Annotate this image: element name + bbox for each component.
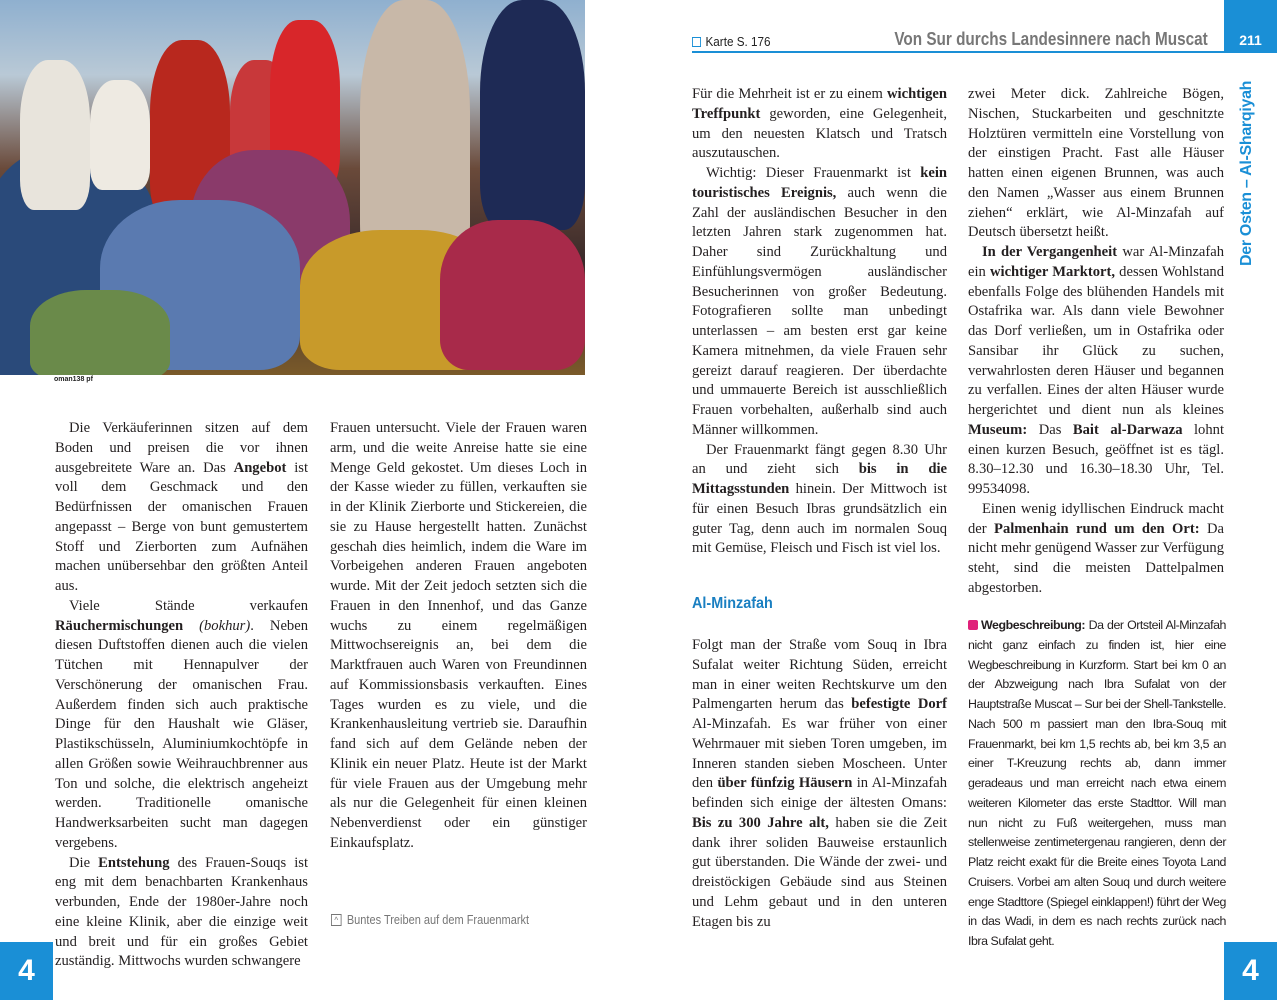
text-run: zwei Meter dick. Zahlreiche Bögen, Nischen, Stuckarbeiten und geschnitzte Holztüren vermitteln eine Vorstellung von der einstigen Pracht. Fast alle Häuser hatten einen eigenen Brunnen, was auch den Namen „Wasser aus einem Brunnen ziehen“ erklärt, wie Al-Minzafah auf Deutsch übersetzt heißt.: [968, 86, 1224, 241]
paragraph: [55, 597, 308, 854]
map-square-icon: [692, 37, 701, 47]
paragraph: [692, 164, 947, 441]
caret-up-icon: ^: [331, 914, 342, 926]
paragraph: [55, 419, 308, 597]
chapter-side-tab: Der Osten – Al-Sharqiyah: [1238, 80, 1255, 266]
text-run: befestigte Dorf: [851, 696, 948, 713]
text-run: wichtigen Treffpunkt: [692, 86, 947, 122]
text-run: auch wenn die Zahl der ausländischen Besucher in den letzten Jahren stark zugenommen hat. Daher sind Zurückhaltung und Einfühlungsvermögen ausländischer Besucherinnen von großer Bedeutung. Fotografieren sollte man unbedingt unterlassen – am besten erst gar keine Kamera mitnehmen, da viele Frauen sehr gereizt darauf reagieren. Der überdachte und ummauerte Bereich ist ausschließlich Frauen vorbehalten, außerhalb sind auch Männer willkommen.: [692, 184, 947, 438]
text-column-left-2: [330, 419, 587, 854]
map-reference-text: Karte S. 176: [705, 34, 771, 49]
text-run: hinein. Der Mittwoch ist für einen Besuch Ibras grundsätzlich ein guter Tag, denn auch im normalen Souq mit Gemüse, Fleisch und Fisch ist viel los.: [692, 481, 947, 557]
text-run: des Frauen-Souqs ist eng mit dem benachbarten Krankenhaus verbunden, Ende der 1980er-Jahre noch eine kleine Klinik, aber die einzige weit und breit und für ein großes Gebiet zuständig. Mittwochs wurden schwangere: [55, 854, 308, 970]
text-run: Räuchermischungen: [55, 617, 184, 634]
text-run: Museum:: [968, 421, 1028, 438]
text-run: Entstehung: [98, 854, 170, 871]
text-run: über fünfzig Häusern: [717, 775, 853, 792]
text-run: Bait al-Darwaza: [1072, 421, 1183, 438]
section-heading: Al-Minzafah: [692, 595, 773, 612]
header-divider: [692, 51, 1224, 53]
text-run: Der Frauenmarkt fängt gegen 8.30 Uhr an und zieht sich: [692, 441, 947, 478]
map-reference: [692, 34, 771, 49]
text-run: Einen wenig idyllischen Eindruck macht der: [968, 500, 1224, 537]
paragraph: [55, 854, 308, 973]
text-run: Frauen untersucht. Viele der Frauen waren arm, und die weite Anreise hatte sie eine Menge Geld gekostet. Um dieses Loch in der Kasse wieder zu füllen, verkauften sie in der Klinik Zierborte und Stickereien, die sie zu Hause hergestellt hatten. Zunächst geschah dies heimlich, indem die Ware im Vorbeigehen anderen Frauen angeboten wurde. Mit der Zeit jedoch setzten sich die Frauen in den Innenhof, und das Ganze wuchs zu einem regelmäßigen Mittwochsereignis an, bei dem die Marktfrauen auch Waren von Freundinnen auf Kommissionsbasis verkauften. Eines Tages wurden es zu viele, und die Krankenhausleitung vertrieb sie. Daraufhin fand sich auf dem Gelände neben der Klinik ein neuer Platz. Heute ist der Markt für viele Frauen aus der Umgebung mehr als nur die Gelegenheit für einen kleinen Nebenverdienst oder ein günstiger Einkaufsplatz.: [330, 420, 587, 851]
text-column-left-1: [55, 419, 308, 972]
chapter-number-right: 4: [1224, 942, 1277, 1000]
paragraph: [968, 500, 1224, 599]
text-run: geworden, eine Gelegenheit, um den neuesten Klatsch und Tratsch auszutauschen.: [692, 105, 947, 162]
text-run: Das: [1027, 421, 1073, 438]
bullet-marker-icon: [968, 620, 978, 630]
text-run: Wichtig: Dieser Frauenmarkt ist: [706, 165, 921, 181]
chapter-number-left: 4: [0, 942, 53, 1000]
text-run: wichtiger Marktort,: [989, 263, 1116, 280]
text-run: Al-Minzafah. Es war früher von einer Wehrmauer mit sieben Toren umgeben, im Inneren standen sieben Moscheen. Unter den: [692, 716, 947, 792]
text-run: bis in die Mittagsstunden: [692, 461, 947, 497]
running-title: Von Sur durchs Landesinnere nach Muscat: [894, 29, 1208, 49]
text-run: Palmenhain rund um den Ort:: [994, 520, 1200, 537]
text-run: Viele Stände verkaufen: [69, 597, 308, 614]
paragraph: [692, 85, 947, 164]
paragraph: [968, 243, 1224, 500]
infobox-label: Wegbeschreibung:: [981, 618, 1086, 632]
text-run: Die Verkäuferinnen sitzen auf dem Boden und preisen die vor ihnen ausgebreitete Ware an. Das: [55, 420, 308, 476]
directions-infobox: [968, 616, 1226, 952]
photo-credit: oman138 pf: [54, 376, 93, 383]
paragraph: [692, 636, 947, 932]
text-run: haben sie die Zeit dank ihrer soliden Bauweise erstaunlich gut überstanden. Die Wände der zwei- und dreistöckigen Gebäude sind aus Steinen und Lehm gebaut und in den unteren Etagen bis zu: [692, 814, 948, 930]
text-column-right-1: [692, 85, 947, 559]
text-run: kein touristisches Ereignis,: [692, 165, 947, 201]
text-run: in Al-Minzafah befinden sich einige der ältesten Omans:: [692, 775, 947, 811]
text-run: Angebot: [233, 459, 287, 476]
text-run: Bis zu 300 Jahre alt,: [692, 814, 829, 831]
text-run: Für die Mehrheit ist er zu einem: [692, 86, 887, 102]
infobox-text: Da der Ortsteil Al-Minzafah nicht ganz einfach zu finden ist, hier eine Wegbeschreibung in Kurzform. Start bei km 0 an der Abzweigung nach Ibra Sufalat von der Hauptstraße Muscat – Sur bei der Shell-Tankstelle. Nach 500 m passiert man den Ibra-Souq mit Frauenmarkt, bei km 1,5 rechts ab, bei km 3,5 an einer T-Kreuzung rechts ab, dann immer geradeaus und man erreicht nach etwa einem weiteren Kilometer das erste Stadttor. Will man nun nicht zu Fuß weitergehen, muss man stellenweise zentimetergenau rangieren, denn der Platz reicht exakt für die Breite eines Toyota Land Cruisers. Vorbei am alten Souq und durch weitere enge Stadttore (Spiegel einklappen!) führt der Weg in das Wadi, in dem es nach rechts zurück nach Ibra Sufalat geht.: [968, 618, 1226, 948]
caption-text: Buntes Treiben auf dem Frauenmarkt: [346, 913, 530, 927]
text-run: [183, 618, 199, 634]
paragraph: [968, 85, 1224, 243]
text-run: Folgt man der Straße vom Souq in Ibra Sufalat weiter Richtung Süden, erreicht man in einer weiten Rechtskurve um den Palmengarten herum das: [692, 637, 947, 713]
paragraph: [330, 419, 587, 854]
text-run: lohnt einen kurzen Besuch, geöffnet ist es tägl. 8.30–12.30 und 16.30–18.30 Uhr, Tel. 99534098.: [968, 421, 1225, 497]
photo-caption: [331, 913, 529, 927]
text-run: . Neben diesen Duftstoffen dienen auch die vielen Tütchen mit Hennapulver der Verschönerung der omanischen Frau. Außerdem finden sich auch praktische Dinge für den Haushalt wie Gläser, Plastikschüsseln, Aluminiumkochtöpfe in allen Größen sowie Weihrauchbrenner aus Ton und solche, die elektrisch angeheizt werden. Traditionelle omanische Handwerksarbeiten sucht man dagegen vergebens.: [55, 617, 308, 851]
text-run: (bokhur): [199, 617, 251, 634]
text-run: In der Vergangenheit: [982, 244, 1118, 260]
market-photo: [0, 0, 585, 375]
text-column-right-2: [968, 85, 1224, 599]
text-run: war Al-Minzafah ein: [968, 244, 1224, 280]
text-run: dessen Wohlstand ebenfalls Folge des blühenden Handels mit Ostafrika war. Als dann viele Bewohner das Dorf verließen, um in Ostafrika oder Sansibar ihr Glück zu suchen, verwahrlosten deren Häuser und begannen zu verfallen. Eines der alten Häuser wurde hergerichtet und dient nun als kleines: [968, 263, 1225, 418]
page-number: 211: [1224, 0, 1277, 53]
text-run: ist voll dem Geschmack und den Bedürfnissen der omanischen Frauen angepasst – Berge von bunt gemustertem Stoff und Zierborten zum Aufnähen machen unübersehbar den größten Anteil aus.: [55, 459, 308, 594]
text-run: Da nicht mehr genügend Wasser zur Verfügung steht, sind die meisten Dattelpalmen abgestorben.: [968, 520, 1224, 596]
text-column-right-1b: [692, 636, 947, 932]
paragraph: [692, 441, 947, 560]
text-run: Die: [69, 854, 99, 871]
